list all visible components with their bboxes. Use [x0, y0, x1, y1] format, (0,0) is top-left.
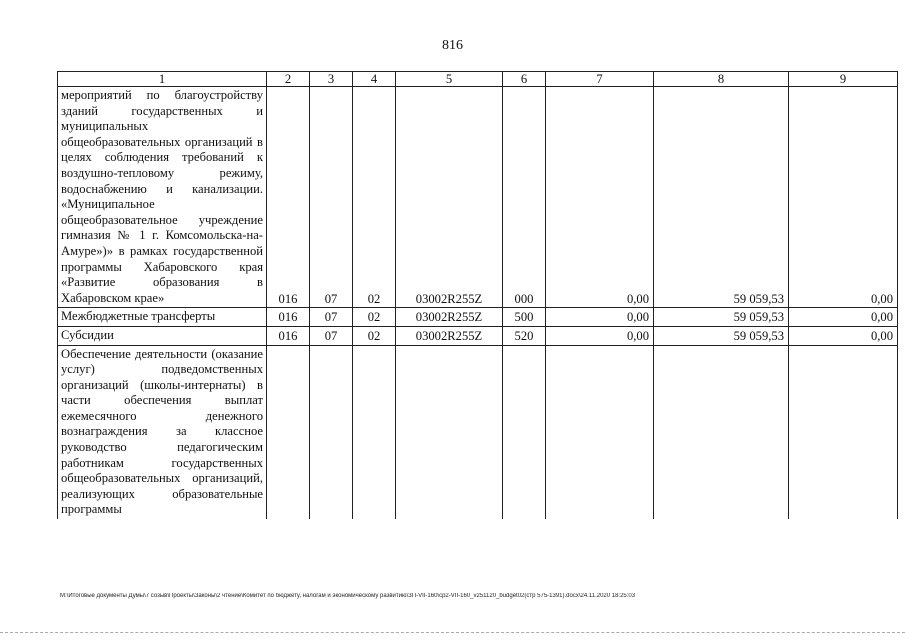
- column-header: 5: [396, 72, 503, 87]
- table-row: [58, 345, 898, 519]
- cell-grbs: [267, 345, 310, 519]
- cell-rz: 07: [310, 308, 353, 327]
- cell-rz: 07: [310, 326, 353, 345]
- column-header: 2: [267, 72, 310, 87]
- cell-pr: 02: [353, 326, 396, 345]
- column-header: 3: [310, 72, 353, 87]
- column-header: 9: [789, 72, 898, 87]
- cell-col9: 0,00: [789, 87, 898, 308]
- cell-col8: 59 059,53: [654, 308, 789, 327]
- column-header: 6: [503, 72, 546, 87]
- cell-col8: 59 059,53: [654, 326, 789, 345]
- page-edge-divider: [0, 632, 905, 633]
- cell-rz: [310, 345, 353, 519]
- cell-csr: [396, 345, 503, 519]
- cell-col7: [546, 345, 654, 519]
- cell-col7: 0,00: [546, 87, 654, 308]
- cell-vr: [503, 345, 546, 519]
- cell-col9: 0,00: [789, 326, 898, 345]
- column-header: 4: [353, 72, 396, 87]
- cell-col7: 0,00: [546, 308, 654, 327]
- cell-col8: 59 059,53: [654, 87, 789, 308]
- table-row: [58, 87, 898, 308]
- cell-grbs: 016: [267, 326, 310, 345]
- row-description: Межбюджетные трансферты: [58, 308, 267, 327]
- cell-col9: [789, 345, 898, 519]
- column-header: 1: [58, 72, 267, 87]
- cell-csr: 03002R255Z: [396, 308, 503, 327]
- table-row: [58, 326, 898, 345]
- cell-grbs: 016: [267, 87, 310, 308]
- table-row: [58, 308, 898, 327]
- page-number: 816: [442, 38, 463, 53]
- cell-col8: [654, 345, 789, 519]
- cell-vr: 520: [503, 326, 546, 345]
- document-path-footer: M:\Итоговые документы Думы\7 созыв\Проекты\Законы\2 чтение\Комитет по бюджету, налогам и экономическому развитию\ЗП-VII-160\ср2-VII-160_v251120_budget02(стр 575-1391).docx\24.11.2020 18:25:03: [60, 593, 636, 599]
- budget-table: [57, 71, 898, 519]
- row-description: Обеспечение деятельности (оказание услуг) подведомственных организаций (школы-интернаты) в части обеспечения выплат ежемесячного денежного вознаграждения за классное руководство педагогическим работникам государственных общеобразовательных организаций, реализующих образовательные программы: [58, 345, 267, 519]
- cell-vr: 500: [503, 308, 546, 327]
- cell-col7: 0,00: [546, 326, 654, 345]
- cell-vr: 000: [503, 87, 546, 308]
- cell-pr: 02: [353, 308, 396, 327]
- column-header: 7: [546, 72, 654, 87]
- cell-grbs: 016: [267, 308, 310, 327]
- row-description: мероприятий по благоустройству зданий государственных и муниципальных общеобразовательных организаций в целях соблюдения требований к воздушно-тепловому режиму, водоснабжению и канализации. «Муниципальное общеобразовательное учреждение гимназия № 1 г. Комсомольска-на-Амуре»)» в рамках государственной программы Хабаровского края «Развитие образования в Хабаровском крае»: [58, 87, 267, 308]
- cell-csr: 03002R255Z: [396, 326, 503, 345]
- cell-pr: [353, 345, 396, 519]
- row-description: Субсидии: [58, 326, 267, 345]
- cell-col9: 0,00: [789, 308, 898, 327]
- cell-csr: 03002R255Z: [396, 87, 503, 308]
- column-header: 8: [654, 72, 789, 87]
- cell-pr: 02: [353, 87, 396, 308]
- cell-rz: 07: [310, 87, 353, 308]
- column-header-row: [58, 72, 898, 87]
